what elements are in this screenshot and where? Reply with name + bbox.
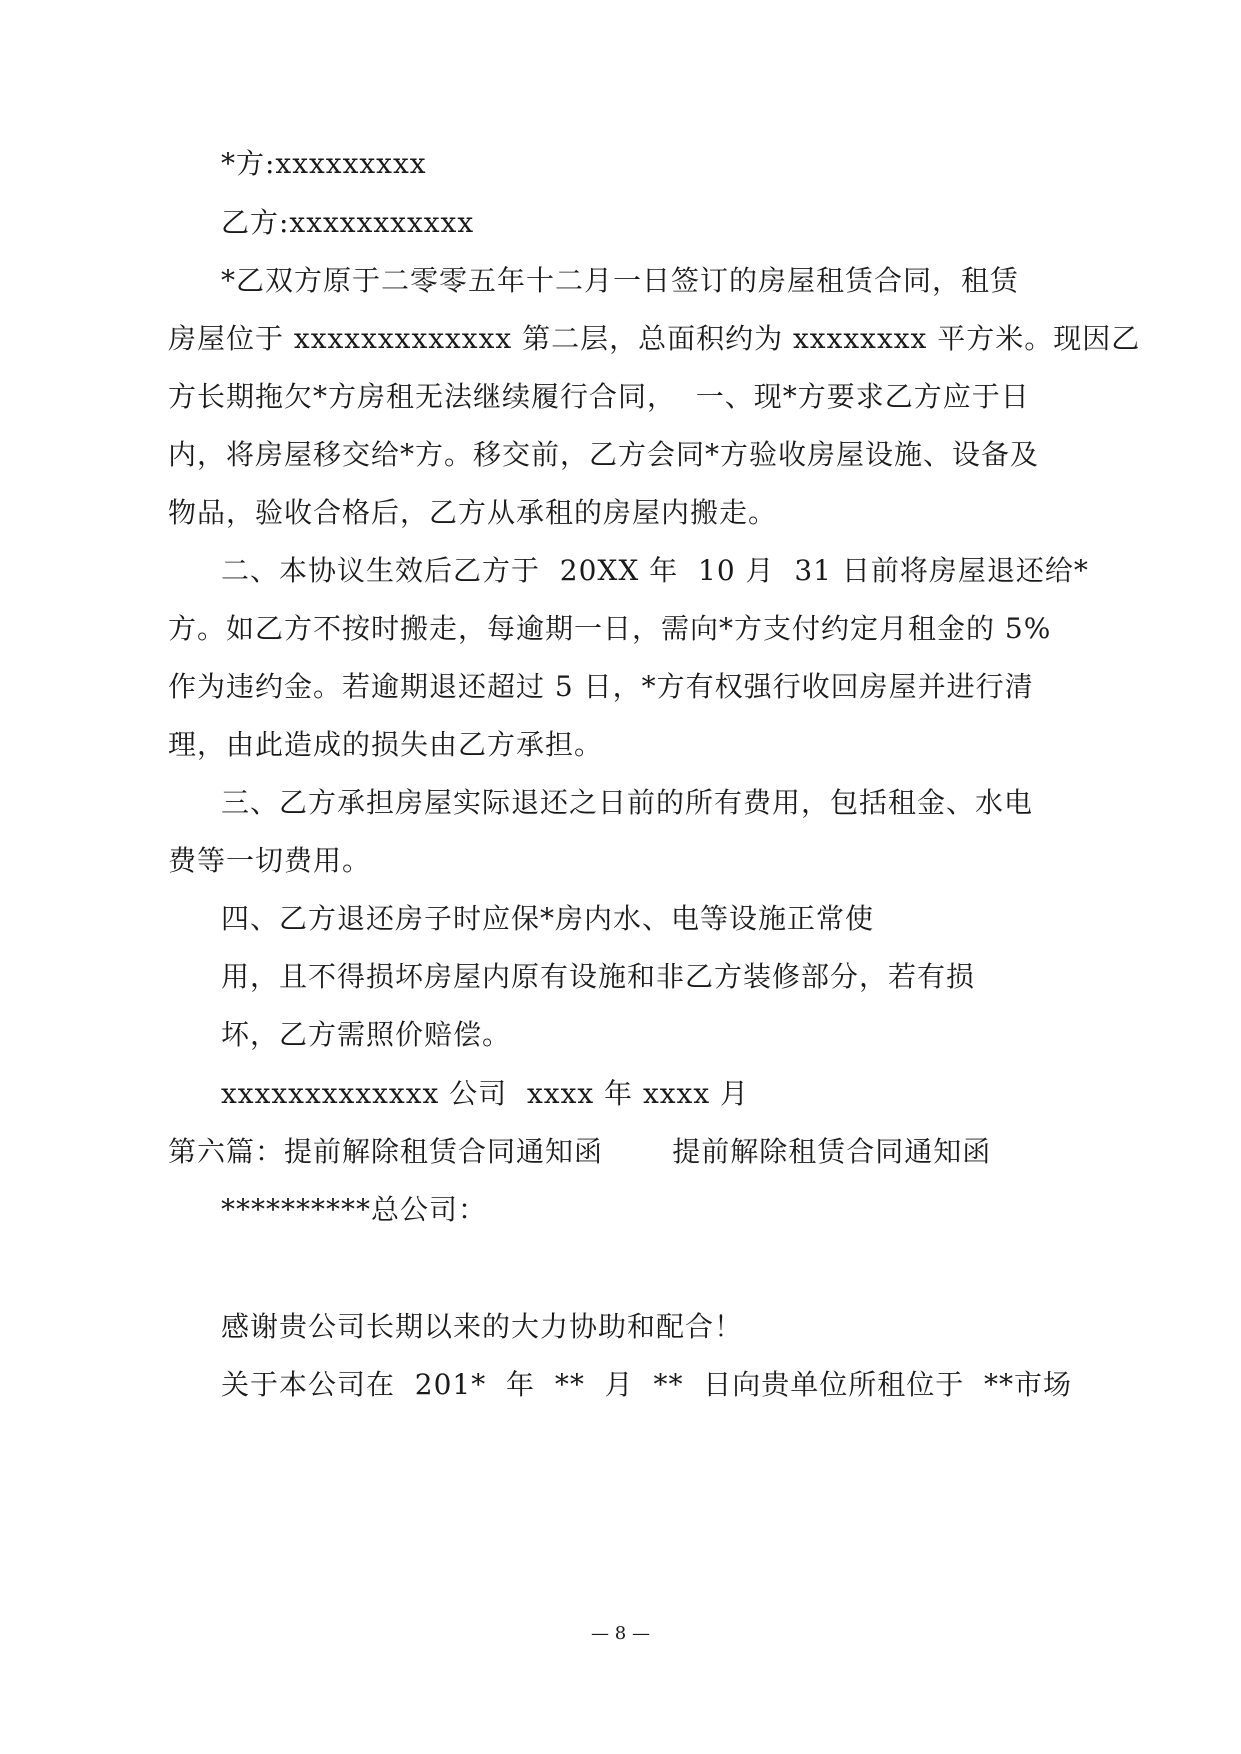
clause-three-line: 费等一切费用。 bbox=[168, 844, 372, 877]
body-paragraph-line: 房屋位于 xxxxxxxxxxxxx 第二层，总面积约为 xxxxxxxx 平方米。现因乙 bbox=[168, 322, 1141, 355]
clause-four-line: 坏，乙方需照价赔偿。 bbox=[221, 1018, 512, 1051]
body-paragraph-line: 内，将房屋移交给*方。移交前，乙方会同*方验收房屋设施、设备及 bbox=[168, 438, 1040, 471]
letter-body-line: 感谢贵公司长期以来的大力协助和配合！ bbox=[221, 1310, 744, 1343]
page-number: — 8 — bbox=[591, 1623, 650, 1644]
clause-two-line: 方。如乙方不按时搬走，每逾期一日，需向*方支付约定月租金的 5% bbox=[168, 612, 1052, 645]
party-a-line: *方:xxxxxxxxx bbox=[221, 147, 427, 180]
body-paragraph-line: 方长期拖欠*方房租无法继续履行合同， 一、现*方要求乙方应于日 bbox=[168, 380, 1030, 413]
clause-three-line: 三、乙方承担房屋实际退还之日前的所有费用，包括租金、水电 bbox=[221, 786, 1034, 819]
clause-four-line: 四、乙方退还房子时应保*房内水、电等设施正常使 bbox=[221, 902, 875, 935]
body-paragraph-line: *乙双方原于二零零五年十二月一日签订的房屋租赁合同，租赁 bbox=[221, 264, 1020, 297]
letter-addressee: **********总公司： bbox=[221, 1193, 488, 1226]
signature-line: xxxxxxxxxxxxx 公司 xxxx 年 xxxx 月 bbox=[221, 1077, 750, 1110]
clause-two-line: 二、本协议生效后乙方于 20XX 年 10 月 31 日前将房屋退还给* bbox=[221, 554, 1089, 587]
body-paragraph-line: 物品，验收合格后，乙方从承租的房屋内搬走。 bbox=[168, 496, 778, 529]
party-b-line: 乙方:xxxxxxxxxxx bbox=[221, 206, 475, 239]
clause-two-line: 作为违约金。若逾期退还超过 5 日，*方有权强行收回房屋并进行清 bbox=[168, 670, 1034, 703]
clause-two-line: 理，由此造成的损失由乙方承担。 bbox=[168, 728, 604, 761]
letter-body-line: 关于本公司在 201* 年 ** 月 ** 日向贵单位所租位于 **市场 bbox=[221, 1368, 1073, 1401]
section-heading: 第六篇：提前解除租赁合同通知函 提前解除租赁合同通知函 bbox=[168, 1135, 992, 1168]
clause-four-line: 用，且不得损坏房屋内原有设施和非乙方装修部分，若有损 bbox=[221, 960, 976, 993]
